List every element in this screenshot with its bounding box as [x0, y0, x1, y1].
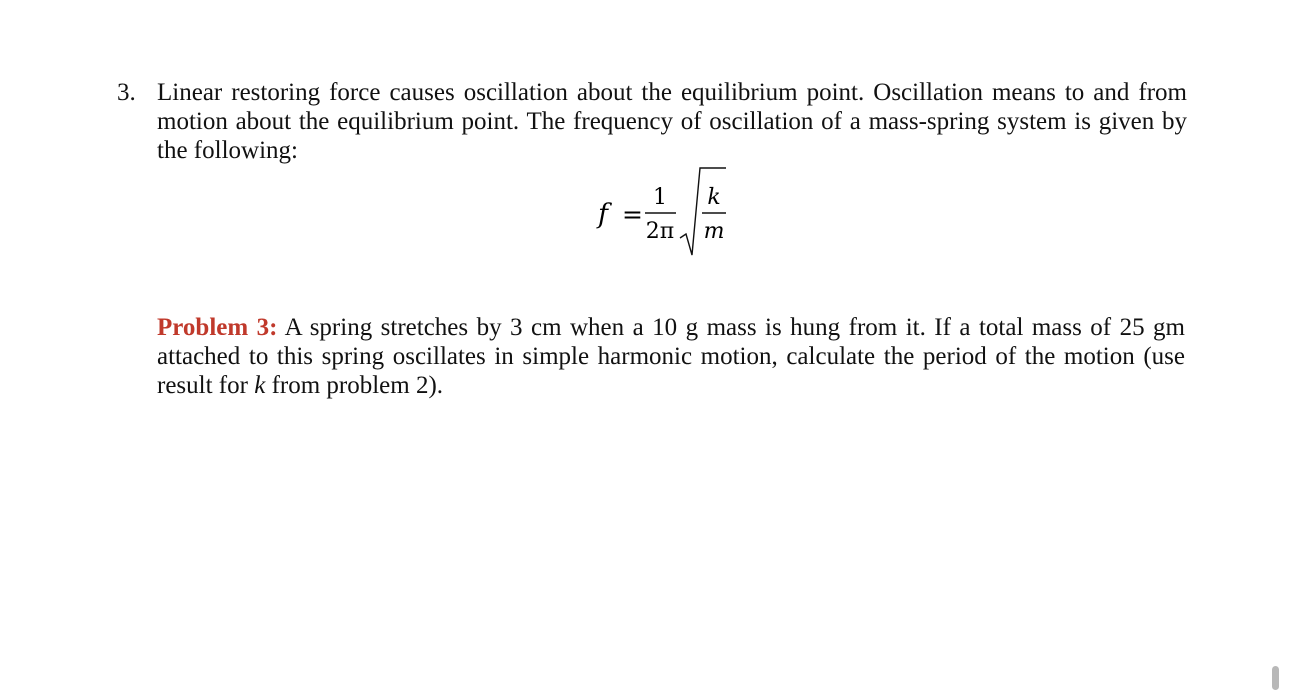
root-numerator: k	[707, 185, 721, 210]
problem-label: Problem 3:	[157, 314, 278, 341]
problem-3-paragraph	[157, 313, 1185, 400]
root-denominator: m	[703, 219, 725, 244]
equation-lhs: f	[598, 199, 608, 230]
equation-graphic	[598, 166, 738, 258]
fraction-denominator: 2π	[645, 219, 675, 244]
fraction-numerator: 1	[653, 185, 667, 210]
list-item-text: Linear restoring force causes oscillation about the equilibrium point. Oscillation means to and from motion about the equilibrium point. The frequency of oscillation of a mass-spring system is given by the following:	[157, 79, 1187, 164]
problem-text-part-2: from problem 2).	[265, 372, 444, 399]
equation-equals: =	[622, 200, 643, 229]
scrollbar-thumb[interactable]	[1272, 666, 1279, 690]
problem-text-part-1: A spring stretches by 3 cm when a 10 g mass is hung from it. If a total mass of 25 gm attached to this spring oscillates in simple harmonic motion, calculate the period of the motion (use result for	[157, 314, 1185, 399]
problem-k-symbol: k	[254, 372, 266, 399]
list-item-3	[117, 78, 1187, 165]
frequency-equation	[598, 166, 738, 258]
list-item-number: 3.	[117, 79, 136, 106]
